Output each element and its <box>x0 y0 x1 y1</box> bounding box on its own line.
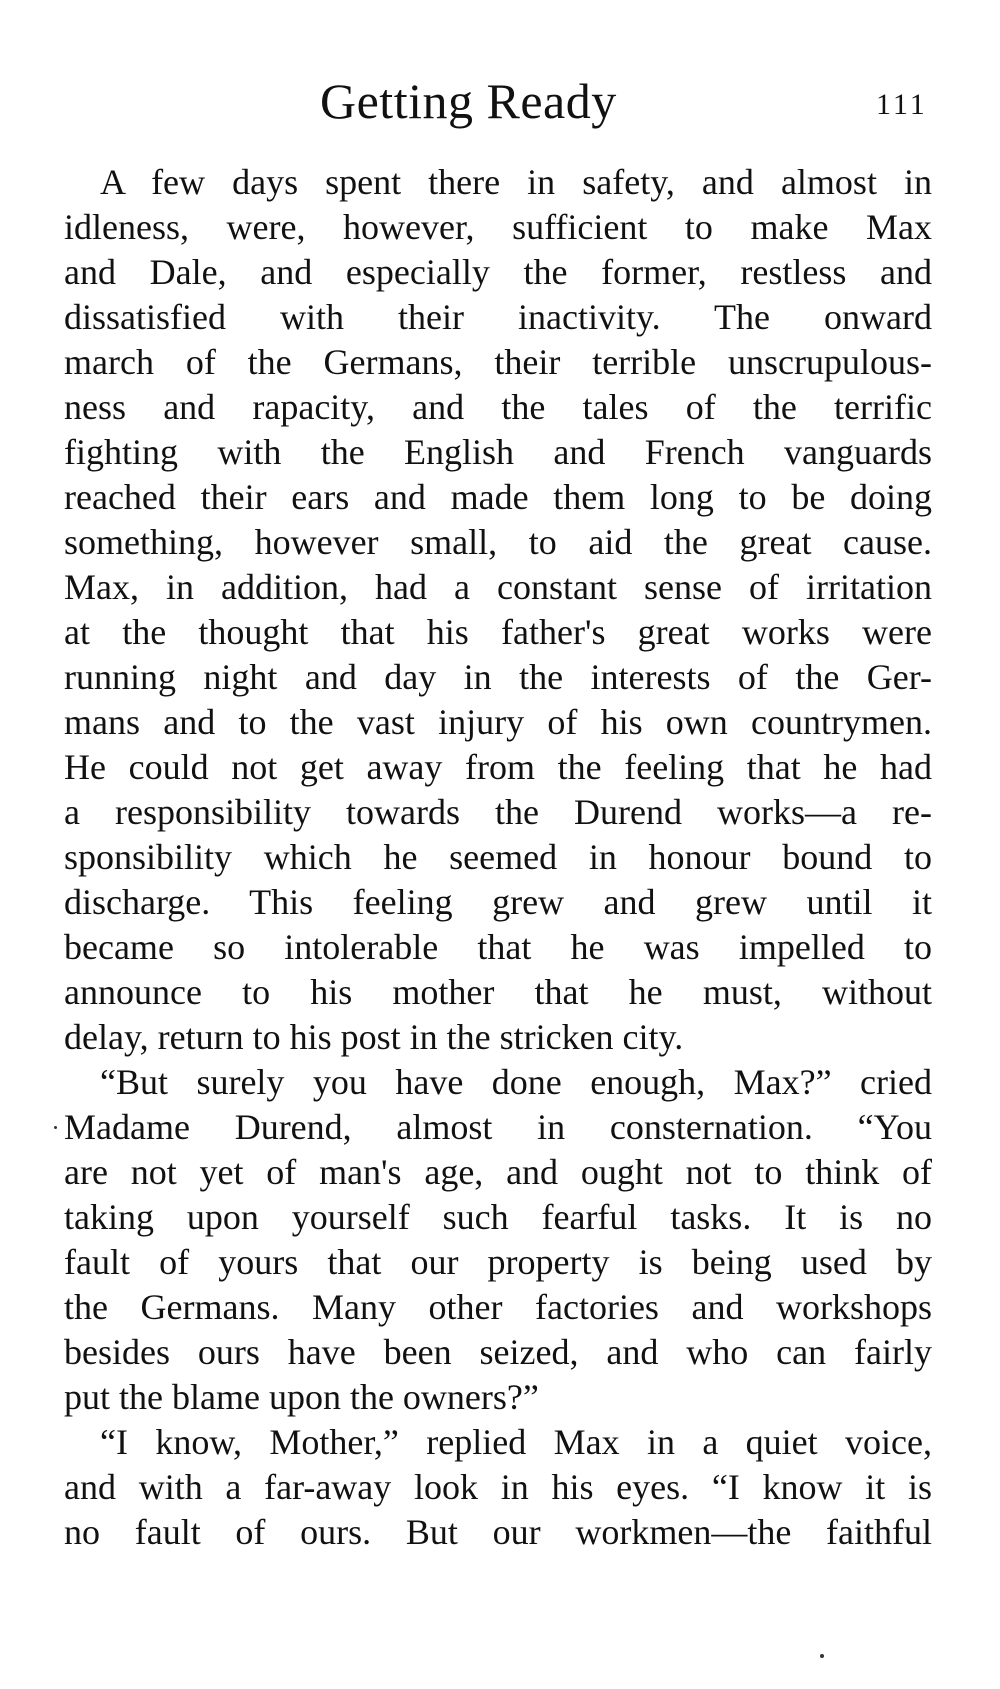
text-line: something, however small, to aid the great cause. <box>64 522 932 562</box>
text-line: are not yet of man's age, and ought not to think of <box>64 1152 932 1192</box>
text-line: idleness, were, however, sufficient to make Max <box>64 207 932 247</box>
text-line: mans and to the vast injury of his own countrymen. <box>64 702 932 742</box>
text-line: “But surely you have done enough, Max?” cried <box>100 1062 932 1102</box>
paragraph-1 <box>64 160 932 1060</box>
text-line: fighting with the English and French vanguards <box>64 432 932 472</box>
text-line: announce to his mother that he must, without <box>64 972 932 1012</box>
text-line: became so intolerable that he was impelled to <box>64 927 932 967</box>
text-line: He could not get away from the feeling that he had <box>64 747 932 787</box>
paragraph-2 <box>64 1060 932 1420</box>
text-line: Max, in addition, had a constant sense of irritation <box>64 567 932 607</box>
text-line: dissatisfied with their inactivity. The onward <box>64 297 932 337</box>
text-line: A few days spent there in safety, and almost in <box>100 162 932 202</box>
text-line: and Dale, and especially the former, restless and <box>64 252 932 292</box>
text-line: march of the Germans, their terrible unscrupulous- <box>64 342 932 382</box>
text-line: besides ours have been seized, and who can fairly <box>64 1332 932 1372</box>
running-title: Getting Ready <box>320 73 617 129</box>
body-text <box>64 160 932 1555</box>
text-line: discharge. This feeling grew and grew until it <box>64 882 932 922</box>
page-header <box>0 68 1000 138</box>
text-line: reached their ears and made them long to be doing <box>64 477 932 517</box>
page-number: 111 <box>876 88 928 121</box>
scan-speck <box>54 1126 57 1129</box>
text-line: Madame Durend, almost in consternation. “You <box>64 1107 932 1147</box>
text-line: put the blame upon the owners?” <box>64 1377 539 1417</box>
text-line: “I know, Mother,” replied Max in a quiet voice, <box>100 1422 932 1462</box>
text-line: a responsibility towards the Durend works—a re- <box>64 792 932 832</box>
scan-speck <box>820 1654 824 1658</box>
text-line: at the thought that his father's great works were <box>64 612 932 652</box>
text-line: delay, return to his post in the stricken city. <box>64 1017 684 1057</box>
text-line: and with a far-away look in his eyes. “I know it is <box>64 1467 932 1507</box>
text-line: the Germans. Many other factories and workshops <box>64 1287 932 1327</box>
text-line: running night and day in the interests of the Ger- <box>64 657 932 697</box>
text-line: ness and rapacity, and the tales of the terrific <box>64 387 932 427</box>
text-line: taking upon yourself such fearful tasks. It is no <box>64 1197 932 1237</box>
text-line: no fault of ours. But our workmen—the faithful <box>64 1512 932 1552</box>
paragraph-3 <box>64 1420 932 1555</box>
text-line: fault of yours that our property is being used by <box>64 1242 932 1282</box>
text-line: sponsibility which he seemed in honour bound to <box>64 837 932 877</box>
